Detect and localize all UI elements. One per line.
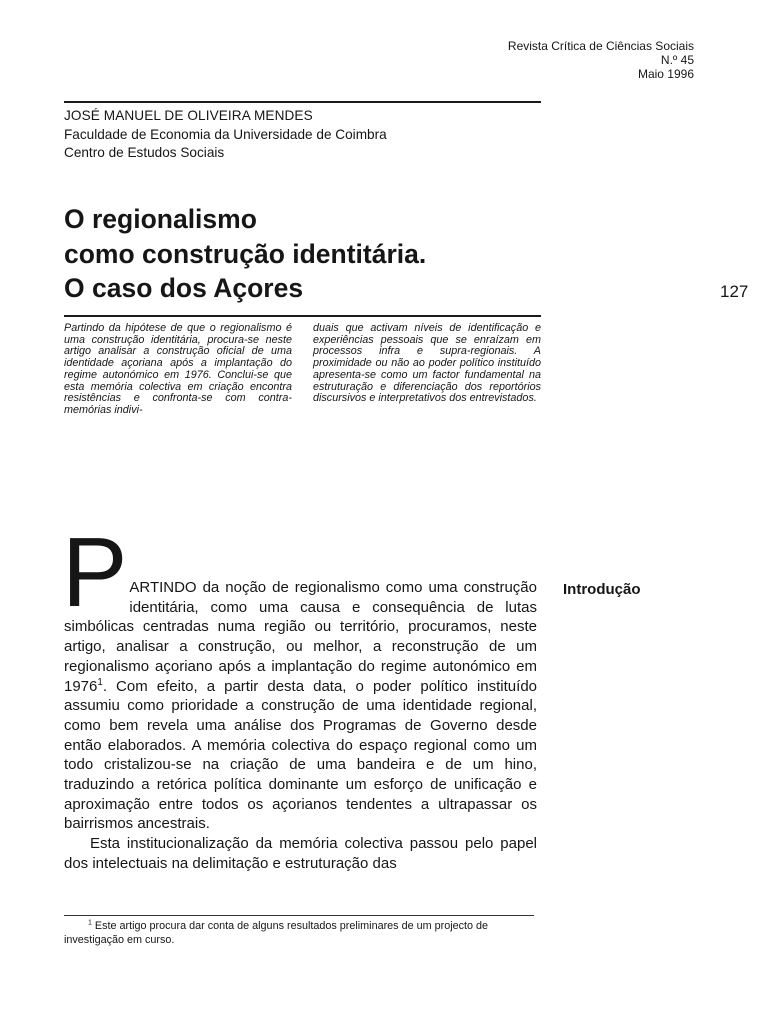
abstract — [64, 323, 541, 417]
top-rule — [64, 101, 541, 103]
paragraph-1 — [62, 517, 537, 834]
drop-cap: P — [62, 517, 128, 627]
title-line-1: O regionalismo — [64, 204, 257, 234]
paragraph-1-start: ARTINDO da noção de regionalismo como uma construção identitária, como uma causa e consequência de lutas simbólicas centradas numa região ou território, procuramos, neste artigo, analisar a construção, ou melhor, a reconstrução de um regionalismo açoriano após a implantação do regime autonómico em 1976 — [64, 579, 537, 695]
author-affiliation-1: Faculdade de Economia da Universidade de Coimbra — [64, 126, 387, 142]
article-title — [64, 202, 426, 306]
footnote-ref: 1 — [97, 676, 103, 688]
footnote-marker: 1 — [88, 919, 92, 927]
paragraph-1-end: . Com efeito, a partir desta data, o poder político instituído assumiu como prioridade a construção de uma identidade regional, como bem revela uma análise dos Programas de Governo desde então elaborados. A memória colectiva do espaço regional como um todo cristalizou-se na criação de uma bandeira e de um hino, traduzindo a retórica política dominante um esforço de unificação e aproximação entre todos os açorianos tendentes a ultrapassar os bairrismos ancestrais. — [64, 677, 537, 833]
journal-issue: N.º 45 — [660, 53, 694, 67]
author-block — [64, 107, 387, 163]
title-line-3: O caso dos Açores — [64, 273, 304, 303]
title-line-2: como construção identitária. — [64, 238, 427, 269]
abstract-column-1: Partindo da hipótese de que o regionalismo é uma construção identitária, procura-se neste artigo analisar a construção oficial de uma identidade açoriana após a implantação do regime autonómico em 1976. Conclui-se que esta memória colectiva em criação encontra resistências e confronta-se com contra-memórias indivi- — [64, 322, 292, 416]
body-text — [62, 517, 537, 874]
journal-header — [508, 39, 694, 81]
author-affiliation-2: Centro de Estudos Sociais — [64, 145, 225, 160]
section-label: Introdução — [563, 581, 641, 598]
journal-date: Maio 1996 — [637, 67, 694, 81]
paragraph-2: Esta institucionalização da memória colectiva passou pelo papel dos intelectuais na delimitação e estruturação das — [64, 835, 537, 872]
journal-name: Revista Crítica de Ciências Sociais — [507, 39, 694, 53]
author-name: JOSÉ MANUEL DE OLIVEIRA MENDES — [64, 108, 313, 123]
footnote — [64, 919, 534, 947]
abstract-column-2: duais que activam níveis de identificação e experiências pessoais que se enraízam em processos infra e supra-regionais. A proximidade ou não ao poder político instituído apresenta-se como um factor fundamental na estruturação e diferenciação dos reportórios discursivos e interpretativos dos entrevistados. — [313, 322, 541, 405]
page-number: 127 — [720, 282, 749, 301]
title-rule — [64, 315, 541, 317]
footnote-rule — [64, 915, 534, 916]
footnote-text: Este artigo procura dar conta de alguns resultados preliminares de um projecto de investigação em curso. — [64, 920, 489, 946]
